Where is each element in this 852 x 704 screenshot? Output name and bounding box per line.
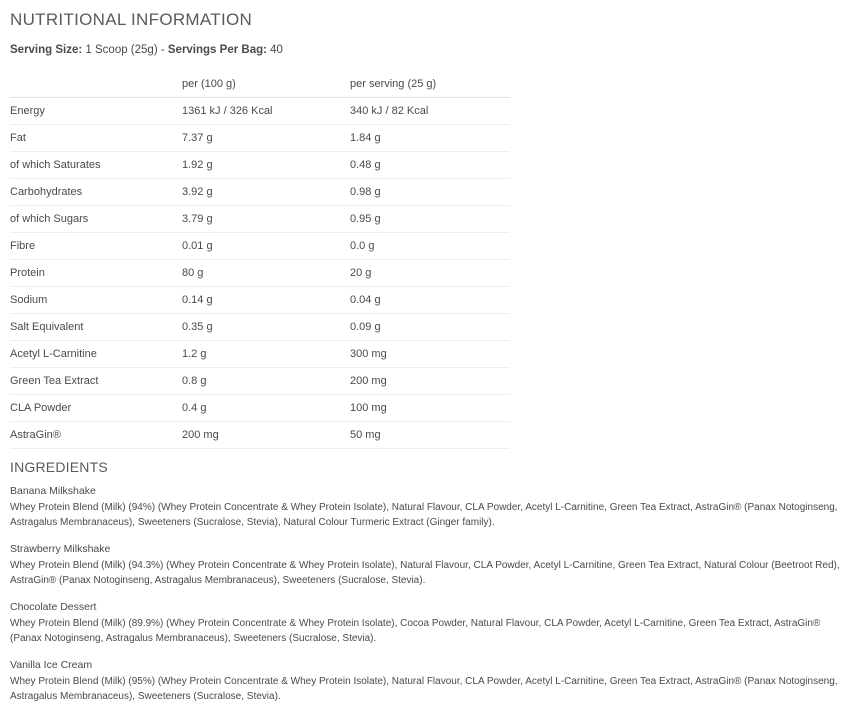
table-row bbox=[10, 152, 510, 179]
nutrient-per-serving: 0.95 g bbox=[350, 206, 510, 233]
nutrient-per-serving: 0.98 g bbox=[350, 179, 510, 206]
table-row bbox=[10, 314, 510, 341]
nutrient-per-100g: 200 mg bbox=[182, 422, 350, 449]
flavour-name: Strawberry Milkshake bbox=[10, 543, 111, 555]
nutrient-per-serving: 100 mg bbox=[350, 395, 510, 422]
nutrient-per-100g: 0.14 g bbox=[182, 287, 350, 314]
nutrient-name: CLA Powder bbox=[10, 395, 182, 422]
table-row bbox=[10, 287, 510, 314]
ingredients-chocolate bbox=[10, 601, 842, 646]
nutrient-name: Fibre bbox=[10, 233, 182, 260]
flavour-ingredients: Whey Protein Blend (Milk) (89.9%) (Whey Protein Concentrate & Whey Protein Isolate), Cocoa Powder, Natural Flavour, CLA Powder, Acetyl L-Carnitine, Green Tea Extract, AstraGin® (Panax Notoginseng, Astragalus Membranaceus), Sweeteners (Sucralose, Stevia). bbox=[10, 618, 821, 644]
table-row bbox=[10, 206, 510, 233]
nutrient-name: Sodium bbox=[10, 287, 182, 314]
nutrient-per-100g: 3.79 g bbox=[182, 206, 350, 233]
flavour-name: Vanilla Ice Cream bbox=[10, 659, 93, 671]
nutrient-per-100g: 7.37 g bbox=[182, 125, 350, 152]
nutrient-per-100g: 0.8 g bbox=[182, 368, 350, 395]
serving-size-label: Serving Size: bbox=[10, 44, 83, 56]
nutritional-information-title: NUTRITIONAL INFORMATION bbox=[10, 10, 253, 29]
flavour-name: Chocolate Dessert bbox=[10, 601, 97, 613]
table-row bbox=[10, 233, 510, 260]
nutrient-per-serving: 20 g bbox=[350, 260, 510, 287]
ingredients-vanilla bbox=[10, 659, 842, 704]
flavour-ingredients: Whey Protein Blend (Milk) (94.3%) (Whey Protein Concentrate & Whey Protein Isolate), Natural Flavour, CLA Powder, Acetyl L-Carnitine, Green Tea Extract, Natural Colour (Beetroot Red), AstraGin® (Panax Notoginseng, Astragalus Membranaceus), Sweeteners (Sucralose, Stevia). bbox=[10, 560, 840, 586]
nutrient-per-serving: 1.84 g bbox=[350, 125, 510, 152]
nutrient-per-serving: 0.09 g bbox=[350, 314, 510, 341]
nutrient-name: of which Sugars bbox=[10, 206, 182, 233]
nutrient-name: Protein bbox=[10, 260, 182, 287]
table-row bbox=[10, 368, 510, 395]
nutrient-per-100g: 0.01 g bbox=[182, 233, 350, 260]
nutrient-per-serving: 0.0 g bbox=[350, 233, 510, 260]
table-row bbox=[10, 260, 510, 287]
servings-per-bag-value: 40 bbox=[266, 44, 283, 56]
table-row bbox=[10, 98, 510, 125]
ingredients-strawberry bbox=[10, 543, 842, 588]
table-row bbox=[10, 125, 510, 152]
nutrient-name: Green Tea Extract bbox=[10, 368, 182, 395]
nutrient-per-serving: 0.04 g bbox=[350, 287, 510, 314]
flavour-ingredients: Whey Protein Blend (Milk) (94%) (Whey Protein Concentrate & Whey Protein Isolate), Natural Flavour, CLA Powder, Acetyl L-Carnitine, Green Tea Extract, AstraGin® (Panax Notoginseng, Astragalus Membranaceus), Sweeteners (Sucralose, Stevia), Natural Colour Turmeric Extract (Ginger family). bbox=[10, 502, 838, 528]
ingredients-title: INGREDIENTS bbox=[10, 459, 108, 475]
nutrition-table bbox=[10, 72, 510, 449]
flavour-name: Banana Milkshake bbox=[10, 485, 96, 497]
ingredients-banana bbox=[10, 485, 842, 530]
nutrient-per-100g: 1361 kJ / 326 Kcal bbox=[182, 98, 350, 125]
column-header-per-100g: per (100 g) bbox=[182, 72, 350, 98]
nutrient-name: Salt Equivalent bbox=[10, 314, 182, 341]
table-row bbox=[10, 179, 510, 206]
flavour-ingredients: Whey Protein Blend (Milk) (95%) (Whey Protein Concentrate & Whey Protein Isolate), Natural Flavour, CLA Powder, Acetyl L-Carnitine, Green Tea Extract, AstraGin® (Panax Notoginseng, Astragalus Membranaceus), Sweeteners (Sucralose, Stevia). bbox=[10, 676, 838, 702]
nutrient-per-100g: 0.35 g bbox=[182, 314, 350, 341]
nutrient-per-serving: 0.48 g bbox=[350, 152, 510, 179]
table-row bbox=[10, 422, 510, 449]
table-row bbox=[10, 395, 510, 422]
nutrient-name: Energy bbox=[10, 98, 182, 125]
column-header-nutrient bbox=[10, 72, 182, 98]
nutrient-per-serving: 300 mg bbox=[350, 341, 510, 368]
nutrient-name: Fat bbox=[10, 125, 182, 152]
table-header-row bbox=[10, 72, 510, 98]
nutrient-per-serving: 340 kJ / 82 Kcal bbox=[350, 98, 510, 125]
serving-size-value: 1 Scoop (25g) - bbox=[82, 44, 168, 56]
serving-info bbox=[10, 44, 842, 56]
nutrient-name: of which Saturates bbox=[10, 152, 182, 179]
column-header-per-serving: per serving (25 g) bbox=[350, 72, 510, 98]
table-row bbox=[10, 341, 510, 368]
nutrient-per-100g: 1.2 g bbox=[182, 341, 350, 368]
nutrient-per-serving: 200 mg bbox=[350, 368, 510, 395]
nutrient-per-100g: 80 g bbox=[182, 260, 350, 287]
nutrient-name: AstraGin® bbox=[10, 422, 182, 449]
servings-per-bag-label: Servings Per Bag: bbox=[167, 44, 267, 56]
nutrient-per-serving: 50 mg bbox=[350, 422, 510, 449]
nutrient-per-100g: 1.92 g bbox=[182, 152, 350, 179]
nutrient-per-100g: 0.4 g bbox=[182, 395, 350, 422]
nutrient-per-100g: 3.92 g bbox=[182, 179, 350, 206]
nutrient-name: Carbohydrates bbox=[10, 179, 182, 206]
nutrient-name: Acetyl L-Carnitine bbox=[10, 341, 182, 368]
